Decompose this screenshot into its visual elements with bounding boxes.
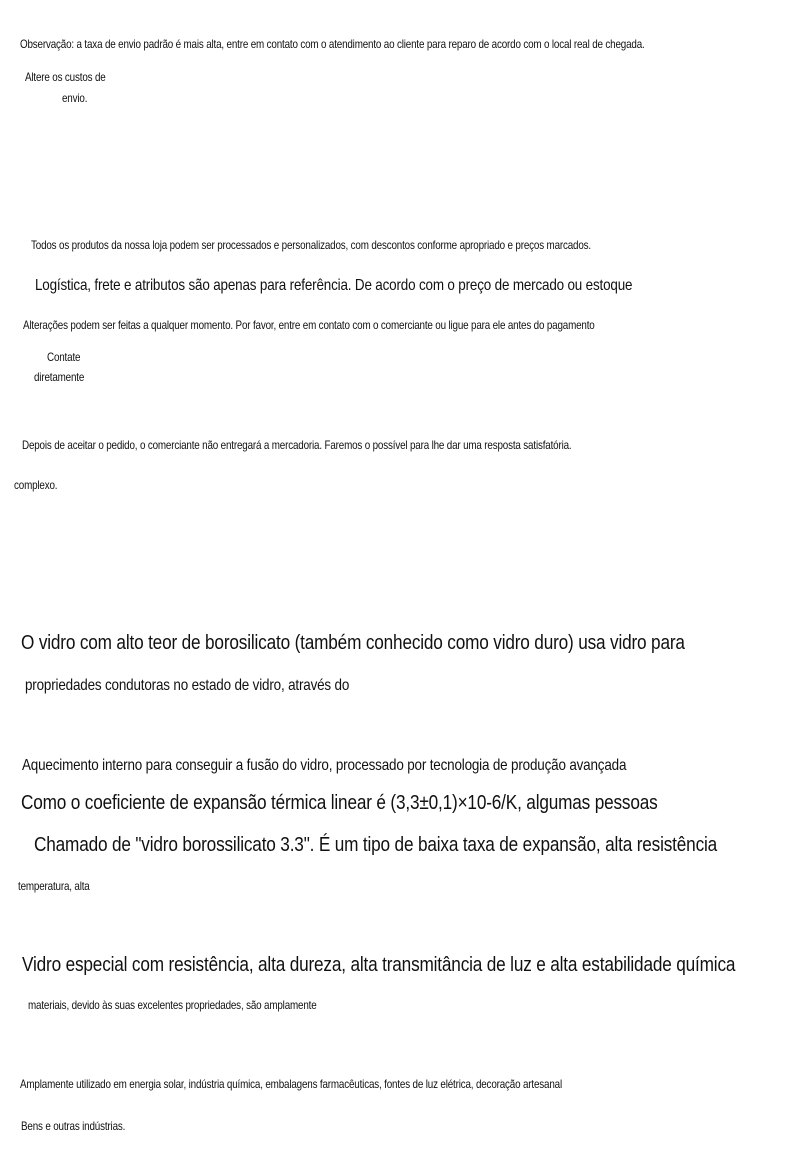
description-line-7: Vidro especial com resistência, alta dureza, alta transmitância de luz e alta estabilidade química — [22, 954, 736, 976]
description-line-4: Como o coeficiente de expansão térmica linear é (3,3±0,1)×10-6/K, algumas pessoas — [21, 792, 658, 814]
changes-note: Alterações podem ser feitas a qualquer momento. Por favor, entre em contato com o comerciante ou ligue para ele antes do pagamento — [23, 318, 595, 332]
contact-label-1: Contate — [47, 350, 81, 364]
contact-label-2: diretamente — [34, 370, 85, 384]
description-line-1: O vidro com alto teor de borosilicato (também conhecido como vidro duro) usa vidro para — [21, 632, 685, 654]
description-line-2: propriedades condutoras no estado de vidro, através do — [25, 677, 350, 694]
reference-note: Logística, frete e atributos são apenas para referência. De acordo com o preço de mercado ou estoque — [35, 277, 633, 294]
order-note-end: complexo. — [14, 478, 58, 492]
shipping-cost-label-1: Altere os custos de — [25, 70, 106, 84]
description-line-8: materiais, devido às suas excelentes propriedades, são amplamente — [28, 998, 317, 1012]
description-line-3: Aquecimento interno para conseguir a fusão do vidro, processado por tecnologia de produção avançada — [22, 757, 627, 774]
shipping-cost-label-2: envio. — [62, 91, 88, 105]
shipping-note-text: Observação: a taxa de envio padrão é mais alta, entre em contato com o atendimento ao cliente para reparo de acordo com o local real de chegada. — [20, 37, 645, 51]
description-line-9: Amplamente utilizado em energia solar, indústria química, embalagens farmacêuticas, fontes de luz elétrica, decoração artesanal — [20, 1077, 562, 1091]
description-line-6: temperatura, alta — [18, 879, 90, 893]
order-note: Depois de aceitar o pedido, o comerciante não entregará a mercadoria. Faremos o possível para lhe dar uma resposta satisfatória. — [22, 438, 572, 452]
customization-note: Todos os produtos da nossa loja podem ser processados ​​e personalizados, com descontos conforme apropriado e preços marcados. — [31, 238, 592, 252]
description-line-10: Bens e outras indústrias. — [21, 1119, 126, 1133]
description-line-5: Chamado de "vidro borossilicato 3.3". É um tipo de baixa taxa de expansão, alta resistência — [34, 834, 718, 856]
